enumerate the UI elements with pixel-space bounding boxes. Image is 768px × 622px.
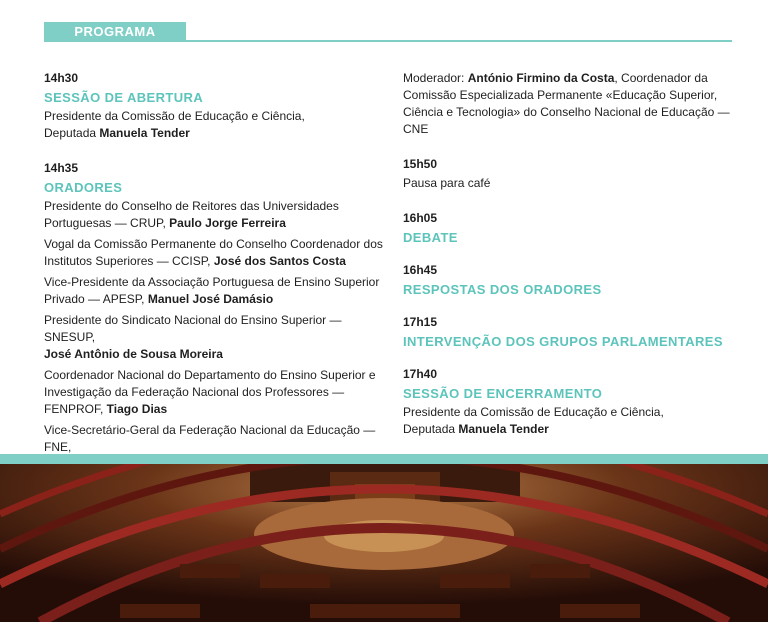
session-title: SESSÃO DE ABERTURA xyxy=(44,90,204,105)
moderator-entry: Moderador: António Firmino da Costa, Coordenador da Comissão Especializada Permanente «Educação Superior, Ciência e Tecnologia» do Conselho Nacional de Educação — CNE xyxy=(403,71,730,136)
left-column xyxy=(44,70,389,477)
session-time: 14h35 xyxy=(44,161,79,175)
session-time: 16h05 xyxy=(403,211,438,225)
speaker-entry: Presidente do Conselho de Reitores das Universidades Portuguesas — CRUP, Paulo Jorge Ferreira xyxy=(44,199,339,230)
speaker-entry: Presidente do Sindicato Nacional do Ensino Superior — SNESUP, José Antônio de Sousa Moreira xyxy=(44,313,342,361)
session-time: 17h40 xyxy=(403,367,438,381)
speaker-name: José Antônio de Sousa Moreira xyxy=(44,347,223,361)
session-time: 15h50 xyxy=(403,157,438,171)
speaker-name: Manuela Tender xyxy=(458,422,549,436)
speaker-name: Manuel José Damásio xyxy=(147,292,274,306)
speaker-entry: Vice-Presidente da Associação Portuguesa de Ensino Superior Privado — APESP, Manuel José Damásio xyxy=(44,275,380,306)
session-text: Pausa para café xyxy=(403,176,491,190)
parliament-chamber-illustration xyxy=(0,454,768,622)
moderator-name: António Firmino da Costa xyxy=(467,71,615,85)
session-title: RESPOSTAS DOS ORADORES xyxy=(403,282,602,297)
header-divider xyxy=(44,40,732,42)
photo-top-band xyxy=(0,454,768,464)
session-title: INTERVENÇÃO DOS GRUPOS PARLAMENTARES xyxy=(403,334,723,349)
session-title: SESSÃO DE ENCERRAMENTO xyxy=(403,386,603,401)
speaker-entry: Vogal da Comissão Permanente do Conselho Coordenador dos Institutos Superiores — CCISP, José dos Santos Costa xyxy=(44,237,383,268)
session-time: 17h15 xyxy=(403,315,438,329)
speaker-name: José dos Santos Costa xyxy=(213,254,346,268)
parliament-photo xyxy=(0,454,768,622)
right-column xyxy=(403,70,743,442)
session-title: DEBATE xyxy=(403,230,458,245)
session-title: ORADORES xyxy=(44,180,123,195)
speaker-name: Paulo Jorge Ferreira xyxy=(169,216,286,230)
program-header-tab: PROGRAMA xyxy=(44,22,186,41)
session-text: Presidente da Comissão de Educação e Ciência, Deputada Manuela Tender xyxy=(44,109,305,140)
session-time: 14h30 xyxy=(44,71,79,85)
session-time: 16h45 xyxy=(403,263,438,277)
speaker-name: Manuela Tender xyxy=(99,126,190,140)
speaker-name: Tiago Dias xyxy=(106,402,168,416)
session-text: Presidente da Comissão de Educação e Ciência, Deputada Manuela Tender xyxy=(403,405,664,436)
speaker-entry: Vice-Secretário-Geral da Federação Nacional da Educação — FNE, xyxy=(44,422,389,473)
speaker-entry: Coordenador Nacional do Departamento do Ensino Superior e Investigação da Federação Nacional dos Professores — FENPROF, Tiago Dias xyxy=(44,368,376,416)
